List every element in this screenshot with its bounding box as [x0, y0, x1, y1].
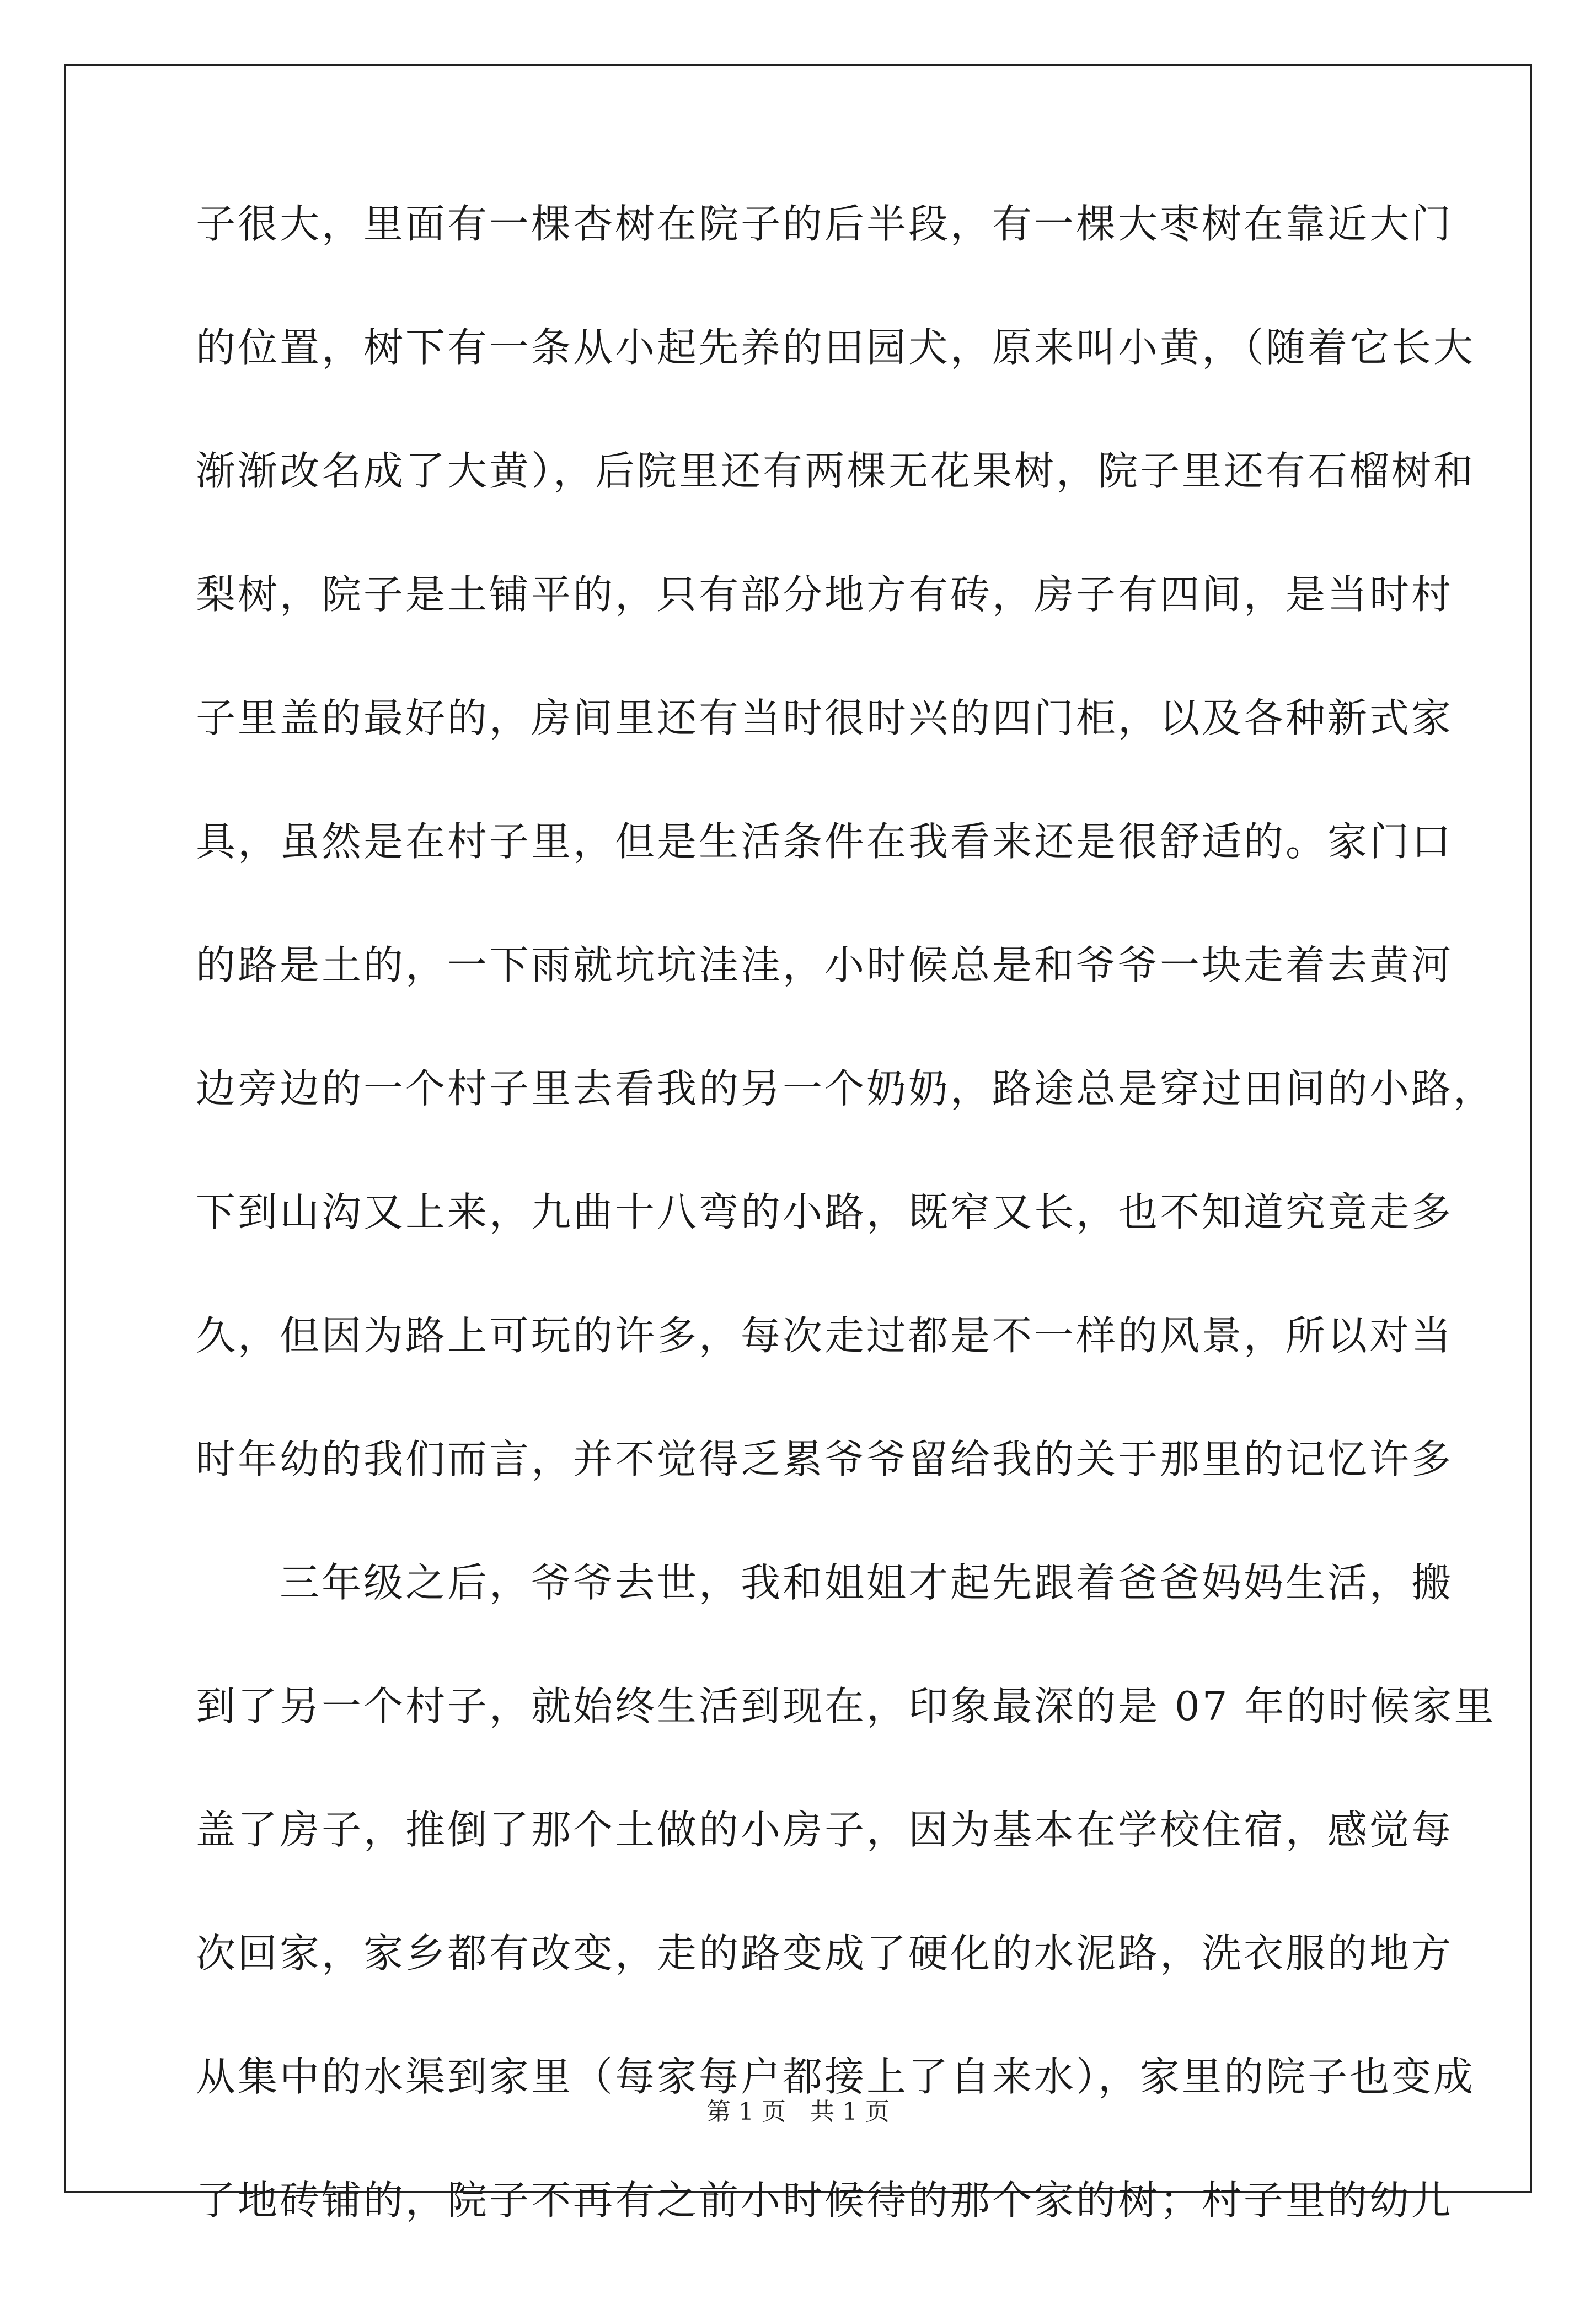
- text-line: 了地砖铺的，院子不再有之前小时候待的那个家的树；村子里的幼儿: [196, 2177, 1454, 2223]
- text-line: 到了另一个村子，就始终生活到现在，印象最深的是 07 年的时候家里: [196, 1683, 1496, 1729]
- text-line: 边旁边的一个村子里去看我的另一个奶奶，路途总是穿过田间的小路，: [196, 1065, 1496, 1112]
- page-footer: 第 1 页 共 1 页: [706, 2098, 890, 2126]
- document-body: [196, 201, 1496, 2304]
- text-line: 盖了房子，推倒了那个土做的小房子，因为基本在学校住宿，感觉每: [196, 1807, 1454, 1853]
- text-line: 次回家，家乡都有改变，走的路变成了硬化的水泥路，洗衣服的地方: [196, 1930, 1454, 1976]
- text-line: 从集中的水渠到家里（每家每户都接上了自来水），家里的院子也变成: [196, 2054, 1476, 2100]
- text-line: 子很大，里面有一棵杏树在院子的后半段，有一棵大枣树在靠近大门: [196, 201, 1454, 247]
- text-line: 下到山沟又上来，九曲十八弯的小路，既窄又长，也不知道究竟走多: [196, 1189, 1454, 1235]
- text-line: 三年级之后，爷爷去世，我和姐姐才起先跟着爸爸妈妈生活，搬: [196, 1560, 1454, 1606]
- text-line: 具，虽然是在村子里，但是生活条件在我看来还是很舒适的。家门口: [196, 818, 1454, 865]
- text-line: 渐渐改名成了大黄），后院里还有两棵无花果树，院子里还有石榴树和: [196, 448, 1476, 494]
- text-line: 时年幼的我们而言，并不觉得乏累爷爷留给我的关于那里的记忆许多: [196, 1436, 1454, 1482]
- text-line: 久，但因为路上可玩的许多，每次走过都是不一样的风景，所以对当: [196, 1312, 1454, 1359]
- text-line: 子里盖的最好的，房间里还有当时很时兴的四门柜，以及各种新式家: [196, 695, 1454, 741]
- text-line: 的路是土的，一下雨就坑坑洼洼，小时候总是和爷爷一块走着去黄河: [196, 942, 1454, 988]
- text-line: 梨树，院子是土铺平的，只有部分地方有砖，房子有四间，是当时村: [196, 571, 1454, 618]
- text-line: 的位置，树下有一条从小起先养的田园犬，原来叫小黄，（随着它长大: [196, 324, 1476, 371]
